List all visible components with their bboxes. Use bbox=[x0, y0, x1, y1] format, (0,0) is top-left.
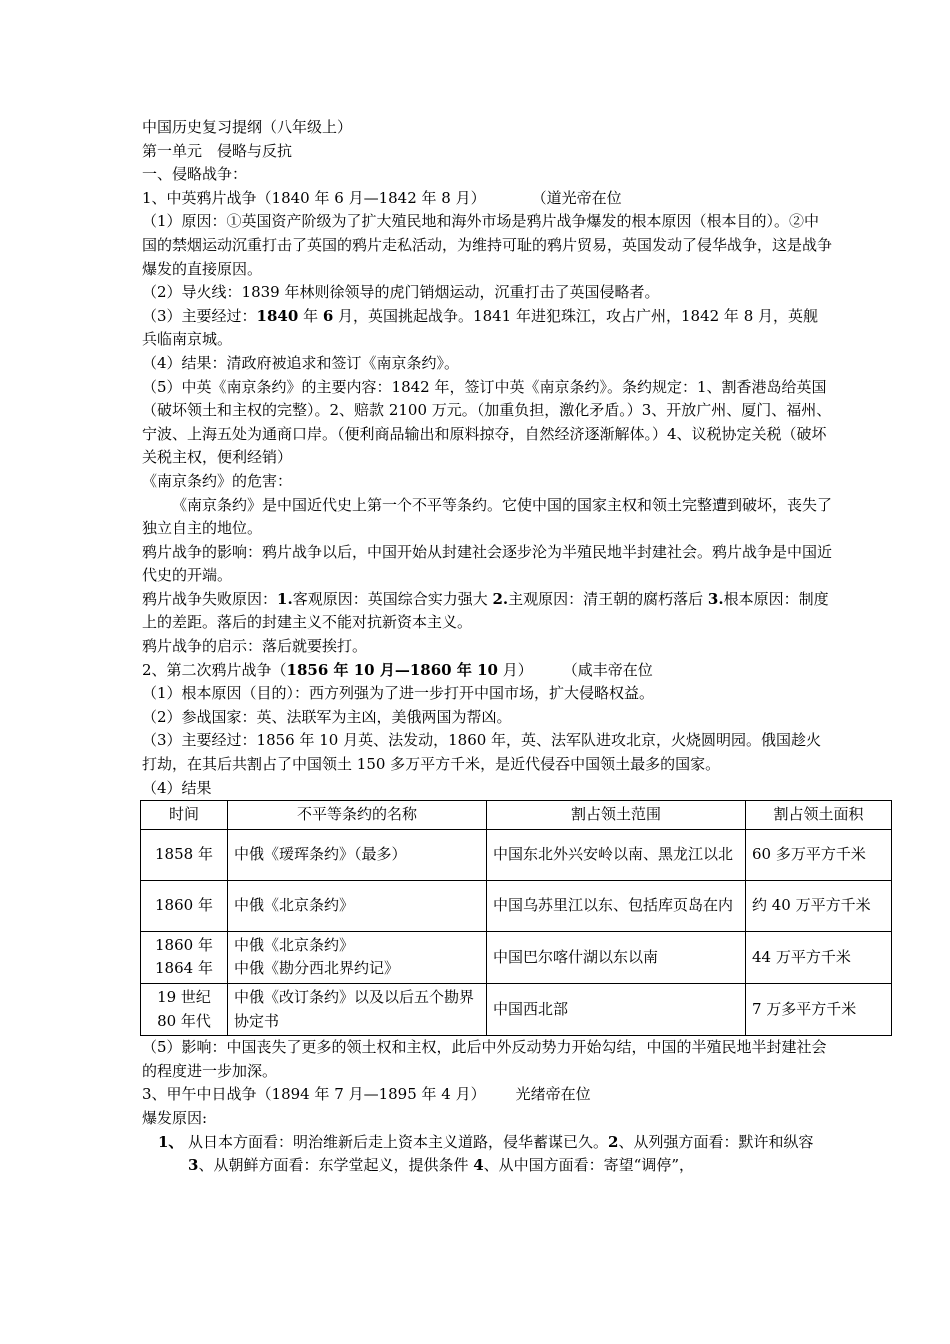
table-cell-treaty bbox=[228, 931, 487, 983]
war2-h-f: 1860 bbox=[409, 660, 452, 679]
war2-impact: （5）影响：中国丧失了更多的领土权和主权，此后中外反动势力开始勾结，中国的半殖民地半封建社会的程度进一步加深。 bbox=[142, 1038, 827, 1080]
item-f: 4 bbox=[473, 1156, 484, 1175]
war1-process bbox=[142, 305, 832, 352]
war1-process-text2: 月，英国挑起战争。1841 年进犯珠江，攻占广州，1842 年 8 月，英舰兵临南京城。 bbox=[142, 306, 819, 349]
war3-cause-title: 爆发原因: bbox=[142, 1108, 208, 1127]
time-line1: 1860 年 bbox=[155, 935, 213, 954]
table-cell-size: 44 万平方千米 bbox=[746, 931, 892, 983]
table-row bbox=[141, 829, 892, 880]
fail-num2: 2. bbox=[492, 589, 509, 608]
table-cell-area: 中国巴尔喀什湖以东以南 bbox=[487, 931, 746, 983]
table-cell-size: 约 40 万平方千米 bbox=[746, 880, 892, 931]
table-cell-size: 7 万多平方千米 bbox=[746, 984, 892, 1036]
treaty-table bbox=[140, 800, 892, 1036]
war1-harm-title: 《南京条约》的危害： bbox=[142, 471, 293, 490]
war1-result: （4）结果：清政府被追求和签订《南京条约》。 bbox=[142, 353, 460, 372]
war2-result-label: （4）结果 bbox=[142, 778, 212, 797]
document-page bbox=[142, 116, 871, 1178]
war2-process: （3）主要经过：1856 年 10 月英、法发动，1860 年，英、法军队进攻北京，火烧圆明园。俄国趁火打劫，在其后共割占了中国领土 150 多万平方千米，是近代侵吞中国领土最多的国家。 bbox=[142, 731, 822, 774]
item-c: 、从列强方面看：默许和纵容 bbox=[618, 1132, 814, 1151]
fail-num3: 3. bbox=[707, 589, 724, 608]
fail-text3: 根本原因：制度上的差距。落后的封建主义不能对抗新资本主义。 bbox=[142, 589, 829, 632]
table-cell-area: 中国西北部 bbox=[487, 984, 746, 1036]
war2-h-e: 月— bbox=[374, 660, 410, 679]
table-cell-time: 1858 年 bbox=[141, 829, 228, 880]
time-line2: 1864 年 bbox=[155, 959, 213, 978]
fail-text2: 主观原因：清王朝的腐朽落后 bbox=[508, 589, 708, 608]
war3-heading bbox=[142, 1083, 832, 1107]
war1-process-year: 1840 bbox=[256, 306, 299, 325]
war3-cause-item bbox=[142, 1131, 832, 1178]
war2-heading bbox=[142, 659, 832, 683]
war1-heading-text: 1、中英鸦片战争（1840 年 6 月—1842 年 8 月） bbox=[142, 188, 486, 207]
war1-cause: （1）原因：①英国资产阶级为了扩大殖民地和海外市场是鸦片战争爆发的根本原因（根本目的）。②中国的禁烟运动沉重打击了英国的鸦片走私活动，为维持可耻的鸦片贸易，英国发动了侵华战争，这是战争爆发的直接原因。 bbox=[142, 212, 833, 278]
table-row bbox=[141, 984, 892, 1036]
war2-emperor: （咸丰帝在位 bbox=[562, 660, 653, 679]
war3-emperor: 光绪帝在位 bbox=[515, 1085, 591, 1104]
fail-num1: 1. bbox=[277, 589, 293, 608]
war1-process-label: （3）主要经过： bbox=[142, 306, 257, 325]
item-a: 从日本方面看：明治维新后走上资本主义道路，侵华蓄谋已久。 bbox=[188, 1132, 609, 1151]
war2-h-g: 年 bbox=[451, 660, 478, 679]
section-heading: 一、侵略战争： bbox=[142, 165, 248, 184]
war1-treaty-content: （5）中英《南京条约》的主要内容：1842 年，签订中英《南京条约》。条约规定：1、割香港岛给英国（破坏领土和主权的完整）。2、赔款 2100 万元。（加重负担，激化矛盾。）3、开放广州、厦门、福州、宁波、上海五处为通商口岸。（便利商品输出和原料掠夺，自然经济逐渐解体。）4、议税协定关税（破坏关税主权，便利经销） bbox=[142, 377, 832, 467]
war2-h-d: 10 bbox=[353, 660, 375, 679]
war1-fuse: （2）导火线：1839 年林则徐领导的虎门销烟运动，沉重打击了英国侵略者。 bbox=[142, 283, 660, 302]
war1-impact: 鸦片战争的影响：鸦片战争以后，中国开始从封建社会逐步沦为半殖民地半封建社会。鸦片战争是中国近代史的开端。 bbox=[142, 542, 833, 585]
table-cell-treaty: 中俄《瑷珲条约》（最多） bbox=[228, 829, 487, 880]
treaty-line1: 中俄《北京条约》 bbox=[234, 935, 355, 954]
item-b: 2 bbox=[608, 1132, 619, 1151]
time-line1: 19 世纪 bbox=[157, 988, 211, 1006]
table-cell-treaty: 中俄《改订条约》以及以后五个勘界协定书 bbox=[228, 984, 487, 1036]
list-item-text bbox=[188, 1131, 832, 1178]
doc-title: 中国历史复习提纲（八年级上） bbox=[142, 118, 353, 136]
table-header-row bbox=[141, 801, 892, 830]
treaty-line2: 中俄《勘分西北界约记》 bbox=[234, 959, 400, 978]
table-header: 割占领土范围 bbox=[487, 801, 746, 830]
war2-h-b: 1856 bbox=[286, 660, 329, 679]
item-g: 、从中国方面看：寄望“调停”， bbox=[483, 1156, 694, 1175]
table-row bbox=[141, 880, 892, 931]
war2-h-h: 10 bbox=[477, 660, 498, 679]
table-header: 割占领土面积 bbox=[746, 801, 892, 830]
item-e: 、从朝鲜方面看：东学堂起义，提供条件 bbox=[198, 1156, 474, 1175]
war1-failure bbox=[142, 588, 832, 635]
war1-emperor: （道光帝在位 bbox=[531, 188, 622, 207]
fail-text1: 客观原因：英国综合实力强大 bbox=[292, 589, 493, 608]
war1-lesson: 鸦片战争的启示：落后就要挨打。 bbox=[142, 637, 368, 656]
table-cell-treaty: 中俄《北京条约》 bbox=[228, 880, 487, 931]
war2-cause: （1）根本原因（目的）：西方列强为了进一步打开中国市场，扩大侵略权益。 bbox=[142, 684, 655, 703]
table-header: 不平等条约的名称 bbox=[228, 801, 487, 830]
table-cell-size: 60 多万平方千米 bbox=[746, 829, 892, 880]
table-header: 时间 bbox=[141, 801, 228, 830]
war2-h-c: 年 bbox=[328, 660, 354, 679]
table-cell-time bbox=[141, 984, 228, 1036]
fail-label: 鸦片战争失败原因： bbox=[142, 589, 278, 608]
war2-h-i: 月） bbox=[497, 660, 533, 679]
war3-heading-text: 3、甲午中日战争（1894 年 7 月—1895 年 4 月） bbox=[142, 1085, 486, 1104]
war1-process-month: 6 bbox=[322, 306, 334, 325]
table-cell-time: 1860 年 bbox=[141, 880, 228, 931]
war1-harm: 《南京条约》是中国近代史上第一个不平等条约。它使中国的国家主权和领土完整遭到破坏，丧失了独立自主的地位。 bbox=[142, 495, 833, 538]
war2-h-a: 2、第二次鸦片战争（ bbox=[142, 660, 287, 679]
table-row bbox=[141, 931, 892, 983]
war2-countries: （2）参战国家：英、法联军为主凶，美俄两国为帮凶。 bbox=[142, 707, 512, 726]
item-d: 3 bbox=[188, 1156, 199, 1175]
table-cell-time bbox=[141, 931, 228, 983]
table-cell-area: 中国乌苏里江以东、包括库页岛在内 bbox=[487, 880, 746, 931]
table-cell-area: 中国东北外兴安岭以南、黑龙江以北 bbox=[487, 829, 746, 880]
time-line2: 80 年代 bbox=[157, 1011, 211, 1030]
war1-process-text1: 年 bbox=[298, 306, 323, 325]
unit-title: 第一单元 侵略与反抗 bbox=[142, 141, 293, 160]
war1-heading bbox=[142, 187, 832, 211]
list-number: 1、 bbox=[158, 1132, 184, 1151]
